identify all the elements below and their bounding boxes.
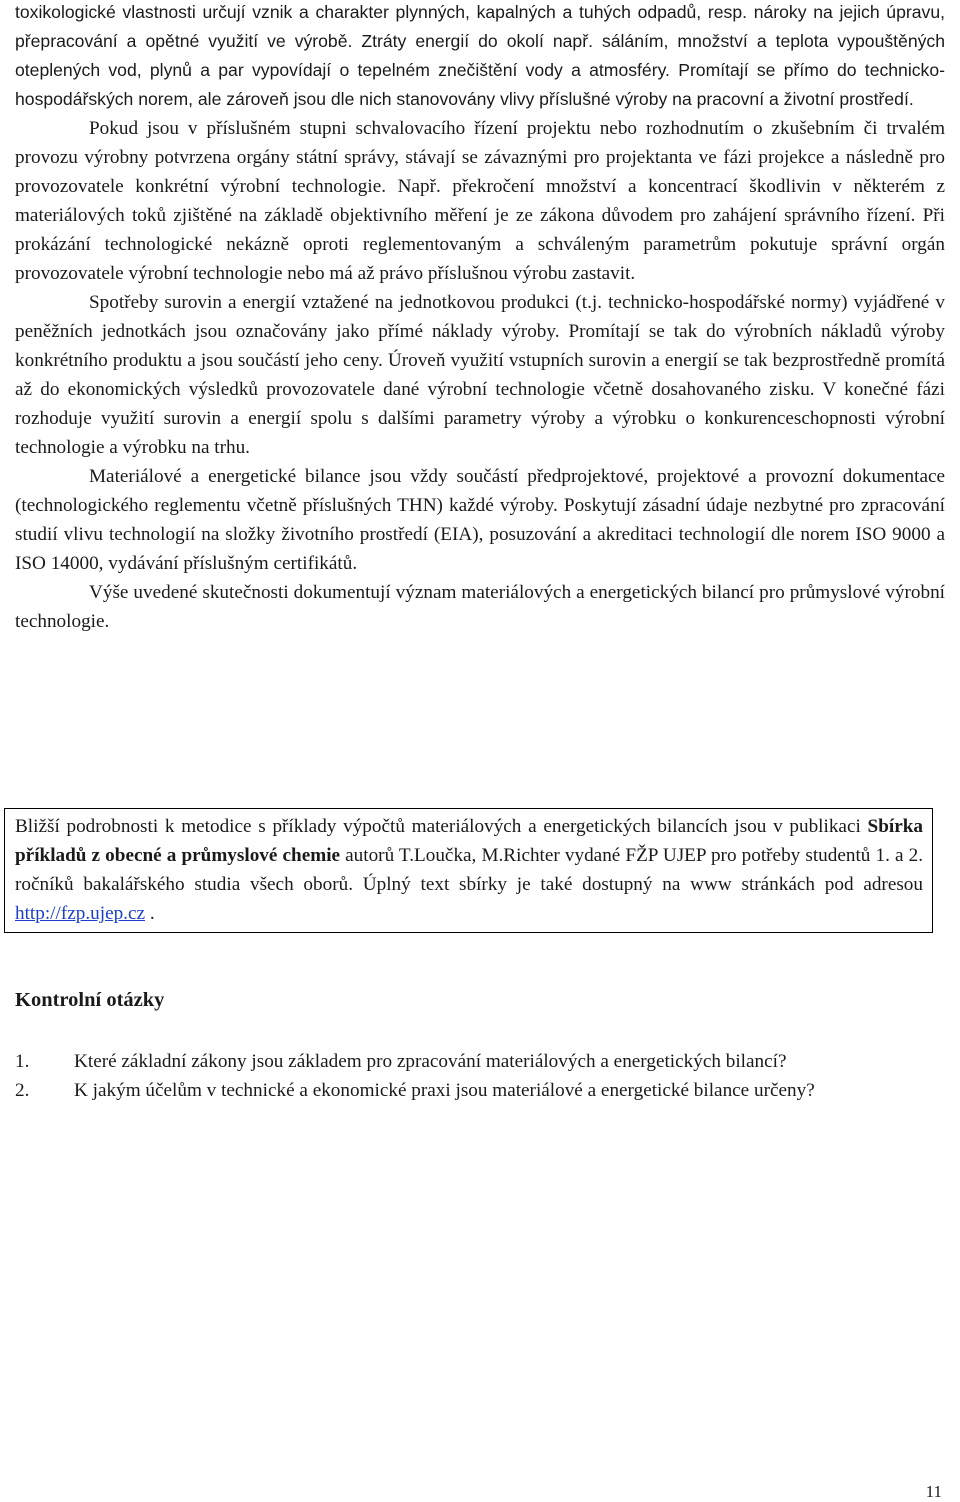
info-box-authors: autorů T.Loučka, M.Richter vydané FŽP UJEP pro potřeby studentů 1. a 2. ročníků bakalářského studia všech oborů. Úplný text sbírky je také dostupný na www stránkách pod adresou	[15, 845, 923, 895]
info-box-intro: Bližší podrobnosti k metodice s příklady výpočtů materiálových a energetických bilancích jsou v publikaci	[15, 816, 868, 837]
question-text: Které základní zákony jsou základem pro zpracování materiálových a energetických bilancí?	[74, 1051, 787, 1072]
list-item	[15, 1047, 945, 1076]
paragraph-significance: Výše uvedené skutečnosti dokumentují význam materiálových a energetických bilancí pro průmyslové výrobní technologie.	[15, 582, 945, 632]
fzp-website-link[interactable]: http://fzp.ujep.cz	[15, 903, 146, 924]
question-number: 1.	[15, 1051, 30, 1072]
paragraph-approval: Pokud jsou v příslušném stupni schvalovacího řízení projektu nebo rozhodnutím o zkušebním či trvalém provozu výrobny potvrzena orgány státní správy, stávají se závaznými pro projektanta ve fázi projekce a následně pro provozovatele konkrétní výrobní technologie. Např. překročení množství a koncentrací škodlivin v některém z materiálových toků zjištěné na základě objektivního měření je ze zákona důvodem pro zahájení správního řízení. Při prokázání technologické nekázně oproti reglementovaným a schváleným parametrům pokutuje správní orgán provozovatele výrobní technologie nebo má až právo příslušnou výrobu zastavit.	[15, 118, 945, 284]
paragraph-toxicology: toxikologické vlastnosti určují vznik a charakter plynných, kapalných a tuhých odpadů, resp. nároky na jejich úpravu, přepracování a opětné využití ve výrobě. Ztráty energií do okolí např. sáláním, množství a teplota vypouštěných oteplených vod, plynů a par vypovídají o tepelném znečištění vody a atmosféry. Promítají se přímo do technicko-hospodářských norem, ale zároveň jsou dle nich stanovovány vlivy příslušné výroby na pracovní a životní prostředí.	[15, 2, 945, 109]
book-title: Sbírka příkladů z obecné a průmyslové chemie	[15, 816, 923, 866]
document-body	[15, 0, 945, 636]
info-box-end: .	[145, 903, 155, 924]
list-item	[15, 1076, 945, 1105]
paragraph-balances: Materiálové a energetické bilance jsou vždy součástí předprojektové, projektové a provozní dokumentace (technologického reglementu včetně příslušných THN) každé výroby. Poskytují zásadní údaje nezbytné pro zpracování studií vlivu technologií na složky životního prostředí (EIA), posuzování a akreditaci technologií dle norem ISO 9000 a ISO 14000, vydávání příslušným certifikátů.	[15, 466, 945, 574]
info-box-text	[15, 812, 923, 928]
review-questions-list	[15, 1047, 945, 1105]
page-number: 11	[925, 1482, 942, 1501]
question-text: K jakým účelům v technické a ekonomické praxi jsou materiálové a energetické bilance určeny?	[74, 1080, 815, 1101]
section-heading-review-questions: Kontrolní otázky	[15, 989, 165, 1011]
info-box	[4, 808, 933, 933]
paragraph-consumption: Spotřeby surovin a energií vztažené na jednotkovou produkci (t.j. technicko-hospodářské normy) vyjádřené v peněžních jednotkách jsou označovány jako přímé náklady výroby. Promítají se tak do výrobních nákladů výroby konkrétního produktu a jsou součástí jeho ceny. Úroveň využití vstupních surovin a energií se tak bezprostředně promítá až do ekonomických výsledků provozovatele dané výrobní technologie včetně dosahovaného zisku. V konečné fázi rozhoduje využití surovin a energií spolu s dalšími parametry výroby a výrobku o konkurenceschopnosti výrobní technologie a výrobku na trhu.	[15, 292, 945, 458]
question-number: 2.	[15, 1080, 30, 1101]
